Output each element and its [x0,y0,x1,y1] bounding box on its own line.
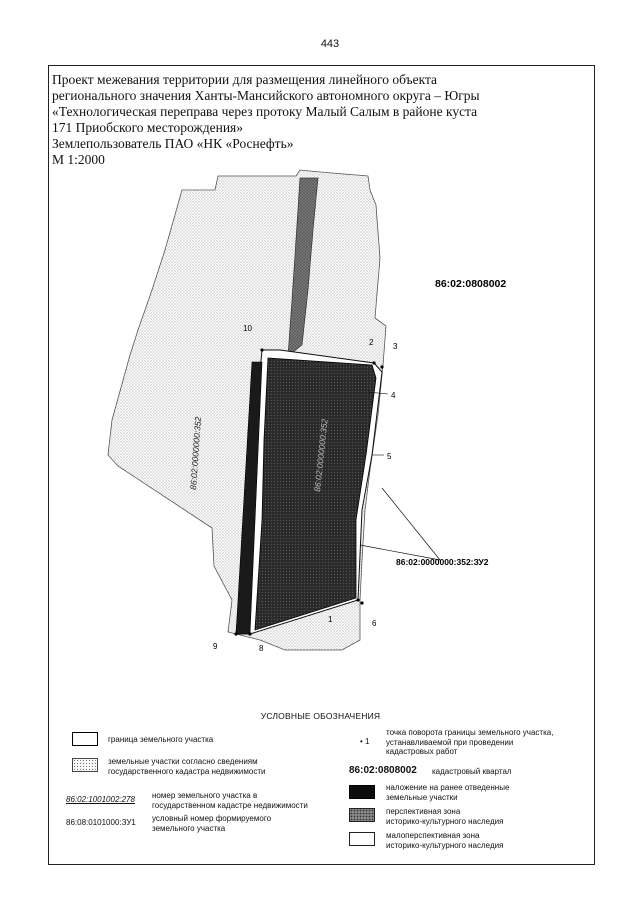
legend-boundary-symbol [72,732,98,746]
legend-low-perspective-text [386,831,503,850]
legend-overlap-symbol [349,785,375,799]
page-number: 443 [320,38,340,50]
legend-quarter-text: кадастровый квартал [432,767,512,776]
title-line-3: «Технологическая переправа через протоку Малый Салым в районе куста [52,104,478,119]
point-3-marker [380,365,383,368]
point-2-marker [372,361,375,364]
legend-low-perspective-line-2: историко-культурного наследия [386,840,504,850]
legend-overlap-text [386,783,509,802]
point-label-6: 6 [372,619,377,628]
legend-boundary-text: граница земельного участка [108,735,214,744]
title-line-4: 171 Приобского месторождения» [52,120,244,135]
title-line-5: Землепользователь ПАО «НК «Роснефть» [52,136,294,151]
title-line-2: регионального значения Ханты-Мансийского автономного округа – Югры [52,88,480,103]
point-label-1: 1 [328,615,333,624]
legend-quarter-code: 86:02:0808002 [349,765,417,776]
cadastral-quarter-label: 86:02:0808002 [435,278,507,290]
point-label-2: 2 [369,338,374,347]
point-10-marker [260,348,263,351]
point-8-marker [248,632,251,635]
cadastral-map [48,66,593,698]
legend-parcel-number-line-1: номер земельного участка в [152,791,258,800]
legend-title: УСЛОВНЫЕ ОБОЗНАЧЕНИЯ [260,711,381,721]
point-label-10: 10 [243,324,252,333]
point-9-marker [234,632,237,635]
legend-overlap-line-1: наложение на ранее отведенные [386,783,510,792]
legend-conditional-line-1: условный номер формируемого [152,814,272,823]
legend-conditional-code: 86:08:0101000:ЗУ1 [66,818,136,827]
legend-conditional-line-2: земельного участка [152,823,226,833]
legend-parcel-number-text [152,791,308,810]
point-label-3: 3 [393,342,398,351]
new-parcel-label: 86:02:0000000:352:ЗУ2 [396,557,489,567]
point-6-marker [360,601,363,604]
legend-perspective-symbol [349,808,375,822]
legend-perspective-text [386,807,503,826]
legend-cadastre-line-2: государственного кадастра недвижимости [108,766,266,776]
center-parcel-number: 86:02:0000000:352 [312,418,330,493]
legend-perspective-line-1: перспективная зона [386,807,461,816]
legend-point-symbol: • 1 [360,737,370,746]
point-label-9: 9 [213,642,218,651]
legend-point-line-1: точка поворота границы земельного участка, [386,728,554,737]
legend-overlap-line-2: земельные участки [386,792,458,802]
legend-low-perspective-symbol [349,832,375,846]
legend-conditional-text [152,814,271,833]
legend-parcel-number-line-2: государственном кадастре недвижимости [152,800,308,810]
legend-cadastre-text [108,757,265,776]
legend-cadastre-line-1: земельные участки согласно сведениям [108,757,258,766]
legend-point-line-3: кадастровых работ [386,747,458,756]
left-parcel-number: 86:02:0000000:352 [188,416,204,491]
title-line-6: М 1:2000 [52,152,105,167]
point-1-marker [356,598,359,601]
leader-line-1 [382,488,440,560]
legend-perspective-line-2: историко-культурного наследия [386,816,504,826]
title-line-1: Проект межевания территории для размещения линейного объекта [52,72,438,87]
legend-point-text [386,728,553,757]
point-label-8: 8 [259,644,264,653]
point-label-4: 4 [391,391,396,400]
point-label-5: 5 [387,452,392,461]
legend-low-perspective-line-1: малоперспективная зона [386,831,480,840]
legend-point-line-2: устанавливаемой при проведении [386,737,514,747]
legend-cadastre-symbol [72,758,98,772]
legend-parcel-number-code: 86:02:1001002:278 [66,795,135,804]
